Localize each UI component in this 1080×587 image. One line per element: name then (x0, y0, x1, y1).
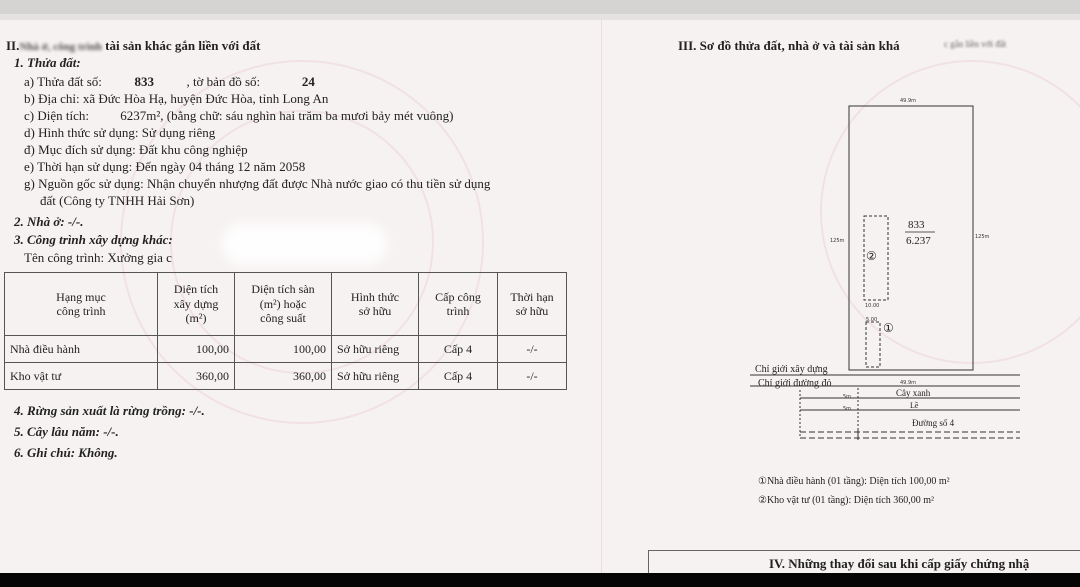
kerb-label: Lề (910, 401, 919, 410)
dim-bottom: 49.9m (900, 380, 917, 386)
table-row (5, 363, 567, 390)
section-iii-heading-faded: c gắn liền với đất (944, 39, 1007, 49)
cell-floor-area: 360,00 (235, 363, 332, 390)
section-iv-heading: IV. Những thay đổi sau khi cấp giấy chứng nhậ (769, 556, 1030, 571)
parcel-number-label: 833 (908, 219, 925, 231)
th-built-area (158, 273, 235, 336)
parcel-number: 833 (134, 74, 154, 89)
section-6: 6. Ghi chú: Không. (14, 445, 118, 460)
area-value: 6237m², (bằng chữ: sáu nghìn hai trăm ba mươi bảy mét vuông) (120, 108, 454, 123)
window-top-bar (0, 0, 1080, 14)
bldg1-dim: 5.00 (866, 317, 878, 323)
building-1-outline (866, 322, 880, 367)
area-line (24, 109, 453, 122)
cell-built-area: 100,00 (158, 336, 235, 363)
usage-term-line: e) Thời hạn sử dụng: Đến ngày 04 tháng 12 năm 2058 (24, 159, 306, 174)
cell-grade: Cấp 4 (419, 336, 498, 363)
road-label: Đường số 4 (912, 418, 955, 428)
parcel-label: a) Thửa đất số: (24, 74, 102, 89)
heading-blurred-part: Nhà ở, công trình (19, 41, 102, 53)
legend-building-1: ①Nhà điều hành (01 tầng): Diện tích 100,00 m² (758, 476, 950, 487)
heading-prefix: II. (6, 38, 20, 53)
address-line: b) Địa chỉ: xã Đức Hòa Hạ, huyện Đức Hòa, tỉnh Long An (24, 91, 329, 106)
dim-top: 49.9m (900, 98, 917, 104)
th-term (498, 273, 567, 336)
building-line-label: Chỉ giới xây dựng (755, 364, 828, 375)
cell-floor-area: 100,00 (235, 336, 332, 363)
parcel-area-label: 6.237 (906, 235, 931, 247)
table-row (5, 336, 567, 363)
th-grade-text: Cấp công trình (435, 289, 481, 318)
th-item (5, 273, 158, 336)
section-1-title: 1. Thửa đất: (14, 55, 81, 70)
th-built-area-text: Diện tích xây dựng (m²) (173, 282, 219, 326)
origin-line: g) Nguồn gốc sử dụng: Nhận chuyển nhượng đất được Nhà nước giao có thu tiền sử dụng (24, 176, 491, 191)
green-strip-label: Cây xanh (896, 388, 931, 398)
parcel-diagram (600, 20, 1080, 573)
dim-5m-a: 5m (843, 394, 852, 400)
cell-ownership: Sở hữu riêng (332, 336, 419, 363)
map-sheet-number: 24 (301, 74, 315, 89)
window-bottom-bar (0, 573, 1080, 587)
section-5: 5. Cây lâu năm: -/-. (14, 424, 119, 439)
legend-building-2: ②Kho vật tư (01 tầng): Diện tích 360,00 m² (758, 495, 934, 506)
cell-item: Nhà điều hành (5, 336, 158, 363)
cell-term: -/- (498, 363, 567, 390)
marker-2: ② (866, 249, 877, 263)
cell-ownership: Sở hữu riêng (332, 363, 419, 390)
table-header-row (5, 273, 567, 336)
parcel-number-line (24, 75, 353, 88)
th-term-text: Thời hạn sở hữu (510, 289, 554, 318)
section-iii-heading: III. Sơ đồ thửa đất, nhà ở và tài sản khá (678, 38, 900, 53)
dim-left: 125m (830, 238, 845, 244)
th-grade (419, 273, 498, 336)
section-2: 2. Nhà ở: -/-. (14, 214, 84, 229)
th-floor-area (235, 273, 332, 336)
section-ii-heading (6, 39, 260, 53)
cell-item: Kho vật tư (5, 363, 158, 390)
origin-line-2: đất (Công ty TNHH Hải Sơn) (40, 193, 195, 208)
marker-1: ① (883, 321, 894, 335)
bldg2-dim: 10.00 (865, 303, 880, 309)
road-line-label: Chỉ giới đường đỏ (758, 378, 832, 389)
redaction-blur (222, 224, 387, 264)
map-sheet-label: , tờ bản đồ số: (186, 74, 261, 89)
dim-5m-b: 5m (843, 406, 852, 412)
heading-rest: tài sản khác gắn liền với đất (105, 38, 261, 53)
th-ownership (332, 273, 419, 336)
cell-term: -/- (498, 336, 567, 363)
area-label: c) Diện tích: (24, 108, 89, 123)
section-3: 3. Công trình xây dựng khác: (14, 232, 173, 247)
usage-form-line: d) Hình thức sử dụng: Sử dụng riêng (24, 125, 216, 140)
section-4: 4. Rừng sản xuất là rừng trồng: -/-. (14, 403, 205, 418)
th-floor-area-text: Diện tích sàn (m²) hoặc công suất (251, 282, 315, 326)
construction-table (4, 272, 567, 390)
construction-name: Tên công trình: Xưởng gia c (24, 250, 172, 265)
dim-right: 125m (975, 234, 990, 240)
usage-purpose-line: đ) Mục đích sử dụng: Đất khu công nghiệp (24, 142, 248, 157)
th-item-text: Hạng mục công trình (56, 289, 106, 318)
cell-built-area: 360,00 (158, 363, 235, 390)
cell-grade: Cấp 4 (419, 363, 498, 390)
th-ownership-text: Hình thức sở hữu (350, 289, 400, 318)
